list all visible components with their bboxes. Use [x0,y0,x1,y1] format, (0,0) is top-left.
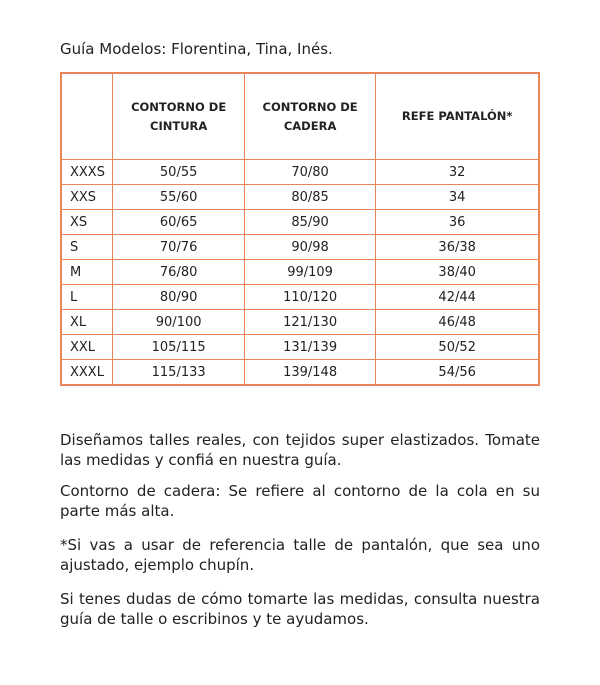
size-cell: XXS [61,185,113,210]
hip-cell: 90/98 [244,235,375,260]
table-row [61,285,539,310]
waist-cell: 50/55 [113,160,244,185]
table-row [61,210,539,235]
hip-cell: 85/90 [244,210,375,235]
pants-cell: 32 [376,160,539,185]
help-paragraph: Si tenes dudas de cómo tomarte las medidas, consulta nuestra guía de talle o escribinos y te ayudamos. [60,590,540,628]
hip-note-paragraph: Contorno de cadera: Se refiere al contorno de la cola en su parte más alta. [60,482,540,520]
page-title: Guía Modelos: Florentina, Tina, Inés. [60,40,333,58]
header-waist: CONTORNO DE CINTURA [113,73,244,160]
hip-cell: 99/109 [244,260,375,285]
size-cell: M [61,260,113,285]
pants-note-paragraph: *Si vas a usar de referencia talle de pantalón, que sea uno ajustado, ejemplo chupín. [60,536,540,574]
size-cell: S [61,235,113,260]
table-row [61,185,539,210]
waist-cell: 55/60 [113,185,244,210]
pants-cell: 54/56 [376,360,539,386]
hip-cell: 139/148 [244,360,375,386]
waist-cell: 80/90 [113,285,244,310]
pants-cell: 34 [376,185,539,210]
pants-cell: 50/52 [376,335,539,360]
header-size [61,73,113,160]
size-cell: XL [61,310,113,335]
table-row [61,310,539,335]
header-pants: REFE PANTALÓN* [376,73,539,160]
pants-cell: 38/40 [376,260,539,285]
size-cell: L [61,285,113,310]
size-cell: XXXS [61,160,113,185]
header-hip: CONTORNO DE CADERA [244,73,375,160]
table-row [61,260,539,285]
waist-cell: 90/100 [113,310,244,335]
size-cell: XXL [61,335,113,360]
table-row [61,335,539,360]
hip-cell: 110/120 [244,285,375,310]
table-header-row [61,73,539,160]
pants-cell: 42/44 [376,285,539,310]
waist-cell: 60/65 [113,210,244,235]
waist-cell: 115/133 [113,360,244,386]
intro-paragraph: Diseñamos talles reales, con tejidos super elastizados. Tomate las medidas y confiá en nuestra guía. [60,431,540,469]
size-cell: XXXL [61,360,113,386]
table-row [61,360,539,386]
waist-cell: 105/115 [113,335,244,360]
table-row [61,160,539,185]
pants-cell: 36 [376,210,539,235]
waist-cell: 70/76 [113,235,244,260]
waist-cell: 76/80 [113,260,244,285]
hip-cell: 121/130 [244,310,375,335]
hip-cell: 80/85 [244,185,375,210]
pants-cell: 46/48 [376,310,539,335]
hip-cell: 70/80 [244,160,375,185]
size-guide-table [60,72,540,386]
table-row [61,235,539,260]
hip-cell: 131/139 [244,335,375,360]
size-cell: XS [61,210,113,235]
pants-cell: 36/38 [376,235,539,260]
